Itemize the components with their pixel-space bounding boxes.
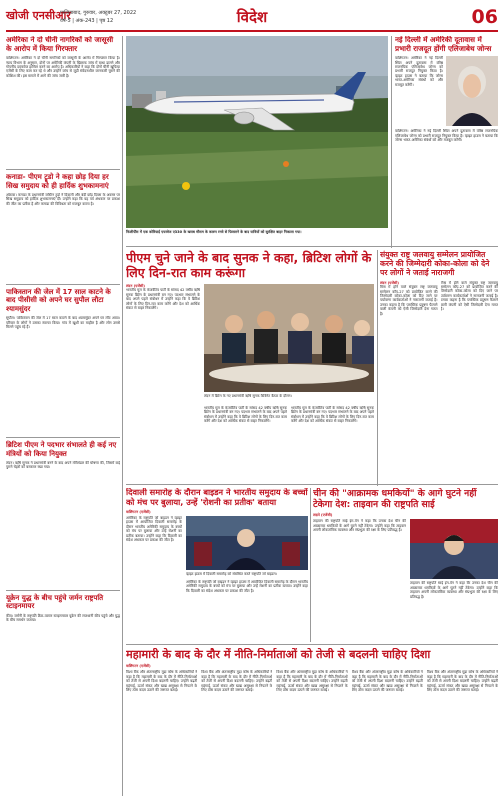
diwali-body: अमेरिका के राष्ट्रपति जो बाइडन ने व्हाइट हाउस में आयोजित दिवाली समारोह के दौरान भारतीय अमेरिकी समुदाय के बच्चों को मंच पर बुलाया और उन्हें रोशनी का प्रतीक बताया। उन्होंने कहा कि दिवाली का संदेश अंधकार पर प्रकाश की जीत है। xyxy=(126,516,182,543)
biden-photo xyxy=(186,516,308,570)
sunak-dateline: लंदन (एजेंसी) xyxy=(126,284,145,288)
taiwan-body: ताइवान की राष्ट्रपति साई इंग-वेन ने कहा कि उनका देश चीन की आक्रामक धमकियों के आगे घुटने नहीं टेकेगा। उन्होंने कहा कि ताइवान अपनी लोकतांत्रिक व्यवस्था और संप्रभुता की रक्षा के लिए प्रतिबद्ध है। xyxy=(313,519,406,533)
story-headline: कनाडा- पीएम ट्रूडो ने कहा छोड़ दिया हर सिख समुदाय को ही हार्दिक शुभकामनाएं xyxy=(6,173,109,190)
story-headline: यूक्रेन युद्ध के बीच पहुंचे जर्मन राष्ट्रपति स्टाइनमायर xyxy=(6,594,104,611)
jones-body-intro: वाशिंगटन। अमेरिका ने नई दिल्ली स्थित अपने दूतावास में वरिष्ठ राजनयिक एलिजाबेथ जोन्स को प्रभारी राजदूत नियुक्त किया है। व्हाइट हाउस ने बताया कि जोन्स भारत-अमेरिका संबंधों को और मजबूत करेंगी। xyxy=(395,56,443,87)
sunak-story xyxy=(126,250,374,482)
story-headline: अमेरिका ने दो चीनी नागरिकों को जासूसी के आरोप में किया गिरफ्तार xyxy=(6,36,114,53)
policy-story xyxy=(126,648,498,796)
diwali-headline: दिवाली समारोह के दौरान बाइडन ने भारतीय समुदाय के बच्चों को मंच पर बुलाया, उन्हें 'रोशनी का प्रतीक' बताया xyxy=(126,488,308,507)
climate-dateline: लंदन (एजेंसी) xyxy=(380,280,399,285)
diwali-body-cont: अमेरिका के राष्ट्रपति जो बाइडन ने व्हाइट हाउस में आयोजित दिवाली समारोह के दौरान भारतीय अमेरिकी समुदाय के बच्चों को मंच पर बुलाया और उन्हें रोशनी का प्रतीक बताया। उन्होंने कहा कि दिवाली का संदेश अंधकार पर प्रकाश की जीत है। xyxy=(186,580,308,593)
taiwan-headline: चीन की "आक्रामक धमकियों" के आगे घुटने नहीं टेकेगा देश: ताइवान की राष्ट्रपति साई xyxy=(313,488,477,510)
plane-caption: फिलीपींस में एक कोरियाई एयरवेज ए330 के खराब मौसम के कारण रनवे से फिसलने के बाद यात्रियों को सुरक्षित बाहर निकाला गया। xyxy=(126,230,302,234)
diwali-story xyxy=(126,488,308,642)
tsai-photo xyxy=(410,519,498,579)
jones-story xyxy=(395,36,498,248)
story-body: लंदन। ऋषि सुनक ने प्रधानमंत्री बनने के बाद अपने मंत्रिमंडल की घोषणा की, जिसमें कई पुराने चेहरों को बरकरार रखा गया। xyxy=(6,461,120,470)
jones-portrait xyxy=(446,56,498,126)
date-line: गाजियाबाद, गुरुवार, अक्टूबर 27, 2022 xyxy=(60,10,137,16)
climate-body: मिस्र में होने वाले संयुक्त राष्ट्र जलवायु सम्मेलन कॉप-27 को प्रायोजित करने की जिम्मेदारी कोका-कोला को दिए जाने पर पर्यावरण कार्यकर्ताओं ने नाराजगी जताई है। उनका कहना है कि प्लास्टिक प्रदूषण फैलाने वाली कंपनी को ऐसी जिम्मेदारी देना गलत है। xyxy=(380,285,438,316)
story-headline: ब्रिटिश पीएम ने पदभार संभालते ही कई नए मंत्रियों को किया नियुक्त xyxy=(6,441,117,458)
left-column xyxy=(6,36,120,796)
jones-headline: नई दिल्ली में अमेरिकी दूतावास में प्रभारी राजदूत होंगी एलिजाबेथ जोन्स xyxy=(395,36,492,53)
policy-body-col: विश्व बैंक और अंतरराष्ट्रीय मुद्रा कोष के अधिकारियों ने कहा है कि महामारी के बाद के दौर में नीति-निर्माताओं को तेजी से अपनी दिशा बदलनी चाहिए। उन्होंने बढ़ती महंगाई, ऊर्जा संकट और खाद्य असुरक्षा से निपटने के लिए ठोस कदम उठाने की जरूरत बताई। xyxy=(276,670,348,693)
plane-photo xyxy=(126,36,388,228)
jones-body: वाशिंगटन। अमेरिका ने नई दिल्ली स्थित अपने दूतावास में वरिष्ठ राजनयिक एलिजाबेथ जोन्स को प्रभारी राजदूत नियुक्त किया है। व्हाइट हाउस ने बताया कि जोन्स भारत-अमेरिका संबंधों को और मजबूत करेंगी। xyxy=(395,129,498,142)
sunak-body: भारतीय मूल के कंजर्वेटिव पार्टी के सांसद 42 वर्षीय ऋषि सुनक ब्रिटेन के प्रधानमंत्री बन गए। पदभार संभालने के बाद अपने पहले संबोधन में उन्होंने कहा कि वे ब्रिटिश लोगों के लिए दिन-रात काम करेंगे और देश को आर्थिक संकट से बाहर निकालेंगे। xyxy=(126,288,200,311)
issue-line: वर्ष-5 | अंक-243 | पृष्ठ 12 xyxy=(60,18,114,24)
sunak-photo xyxy=(204,284,374,392)
policy-body-col: विश्व बैंक और अंतरराष्ट्रीय मुद्रा कोष के अधिकारियों ने कहा है कि महामारी के बाद के दौर में नीति-निर्माताओं को तेजी से अपनी दिशा बदलनी चाहिए। उन्होंने बढ़ती महंगाई, ऊर्जा संकट और खाद्य असुरक्षा से निपटने के लिए ठोस कदम उठाने की जरूरत बताई। xyxy=(426,670,498,693)
story-body: कीव। जर्मनी के राष्ट्रपति फ्रैंक-वाल्टर स्टाइनमायर यूक्रेन की राजधानी कीव पहुंचे और युद्ध के बीच समर्थन जताया। xyxy=(6,613,120,623)
story-headline: पाकिस्तान की जेल में 17 साल काटने के बाद पीसीसी को अपने घर सुपौल लौटा श्यामसुंदर xyxy=(6,288,111,313)
page-number: 06 xyxy=(471,6,498,28)
sunak-body-cont: भारतीय मूल के कंजर्वेटिव पार्टी के सांसद 42 वर्षीय ऋषि सुनक ब्रिटेन के प्रधानमंत्री बन गए। पदभार संभालने के बाद अपने पहले संबोधन में उन्होंने कहा कि वे ब्रिटिश लोगों के लिए दिन-रात काम करेंगे और देश को आर्थिक संकट से बाहर निकालेंगे। xyxy=(204,406,287,424)
policy-body-col: विश्व बैंक और अंतरराष्ट्रीय मुद्रा कोष के अधिकारियों ने कहा है कि महामारी के बाद के दौर में नीति-निर्माताओं को तेजी से अपनी दिशा बदलनी चाहिए। उन्होंने बढ़ती महंगाई, ऊर्जा संकट और खाद्य असुरक्षा से निपटने के लिए ठोस कदम उठाने की जरूरत बताई। xyxy=(351,670,423,693)
diwali-dateline: वाशिंगटन (एजेंसी) xyxy=(126,509,151,514)
policy-body-col: विश्व बैंक और अंतरराष्ट्रीय मुद्रा कोष के अधिकारियों ने कहा है कि महामारी के बाद के दौर में नीति-निर्माताओं को तेजी से अपनी दिशा बदलनी चाहिए। उन्होंने बढ़ती महंगाई, ऊर्जा संकट और खाद्य असुरक्षा से निपटने के लिए ठोस कदम उठाने की जरूरत बताई। xyxy=(201,670,273,693)
taiwan-story xyxy=(313,488,498,642)
taiwan-body-cont: ताइवान की राष्ट्रपति साई इंग-वेन ने कहा कि उनका देश चीन की आक्रामक धमकियों के आगे घुटने नहीं टेकेगा। उन्होंने कहा कि ताइवान अपनी लोकतांत्रिक व्यवस्था और संप्रभुता की रक्षा के लिए प्रतिबद्ध है। xyxy=(410,581,498,599)
policy-headline: महामारी के बाद के दौर में नीति-निर्माताओं को तेजी से बदलनी चाहिए दिशा xyxy=(126,648,431,661)
taiwan-dateline: ताइपे (एजेंसी) xyxy=(313,513,333,517)
brand-logo: खोजी एनसीआर xyxy=(6,9,71,22)
climate-headline: संयुक्त राष्ट्र जलवायु सम्मेलन प्रायोजित करने की जिम्मेदारी कोका-कोला को देने पर लोगों ने जताई नाराजगी xyxy=(380,250,490,278)
masthead xyxy=(6,6,498,32)
sunak-headline: पीएम चुने जाने के बाद सुनक ने कहा, ब्रिटिश लोगों के लिए दिन-रात काम करूंगा xyxy=(126,250,372,280)
climate-story xyxy=(380,250,498,486)
story-body: वाशिंगटन। अमेरिका ने दो चीनी नागरिकों को जासूसी के आरोप में गिरफ्तार किया है। न्याय विभाग के अनुसार, दोनों पर अमेरिकी कंपनी के खिलाफ जांच में बाधा डालने और गोपनीय दस्तावेज हासिल करने का आरोप है। अधिकारियों ने कहा कि दोनों चीनी खुफिया एजेंसी के लिए काम कर रहे थे और उन्होंने जांच से जुड़ी संवेदनशील जानकारी चुराने की कोशिश की। इस मामले में आगे की जांच जारी है। xyxy=(6,56,120,78)
policy-dateline: वाशिंगटन (एजेंसी) xyxy=(126,664,151,668)
sunak-photo-caption: लंदन में ब्रिटेन के नए प्रधानमंत्री ऋषि सुनक कैबिनेट बैठक के दौरान। xyxy=(204,394,292,398)
biden-caption: व्हाइट हाउस में दिवाली समारोह को संबोधित करते राष्ट्रपति जो बाइडन। xyxy=(186,572,277,577)
airplane-image xyxy=(126,36,388,228)
story-body: सुपौल। पाकिस्तान की जेल में 17 साल काटने के बाद श्यामसुंदर अपने घर लौट आया। परिवार के लोगों ने उसका स्वागत किया। गांव में खुशी का माहौल है और लोग उससे मिलने पहुंच रहे हैं। xyxy=(6,316,120,330)
story-body: ओटावा। कनाडा के प्रधानमंत्री जस्टिन ट्रूडो ने दिवाली और बंदी छोड़ दिवस के अवसर पर सिख समुदाय को हार्दिक शुभकामनाएं दीं। उन्होंने कहा कि यह पर्व अंधकार पर प्रकाश की जीत का प्रतीक है और कनाडा की विविधता को मजबूत करता है। xyxy=(6,193,120,206)
policy-body-col: विश्व बैंक और अंतरराष्ट्रीय मुद्रा कोष के अधिकारियों ने कहा है कि महामारी के बाद के दौर में नीति-निर्माताओं को तेजी से अपनी दिशा बदलनी चाहिए। उन्होंने बढ़ती महंगाई, ऊर्जा संकट और खाद्य असुरक्षा से निपटने के लिए ठोस कदम उठाने की जरूरत बताई। xyxy=(126,670,198,693)
section-title: विदेश xyxy=(236,8,268,26)
climate-body-cont: मिस्र में होने वाले संयुक्त राष्ट्र जलवायु सम्मेलन कॉप-27 को प्रायोजित करने की जिम्मेदारी कोका-कोला को दिए जाने पर पर्यावरण कार्यकर्ताओं ने नाराजगी जताई है। उनका कहना है कि प्लास्टिक प्रदूषण फैलाने वाली कंपनी को ऐसी जिम्मेदारी देना गलत है। xyxy=(440,280,498,312)
sunak-body-cont: भारतीय मूल के कंजर्वेटिव पार्टी के सांसद 42 वर्षीय ऋषि सुनक ब्रिटेन के प्रधानमंत्री बन गए। पदभार संभालने के बाद अपने पहले संबोधन में उन्होंने कहा कि वे ब्रिटिश लोगों के लिए दिन-रात काम करेंगे और देश को आर्थिक संकट से बाहर निकालेंगे। xyxy=(291,406,374,424)
